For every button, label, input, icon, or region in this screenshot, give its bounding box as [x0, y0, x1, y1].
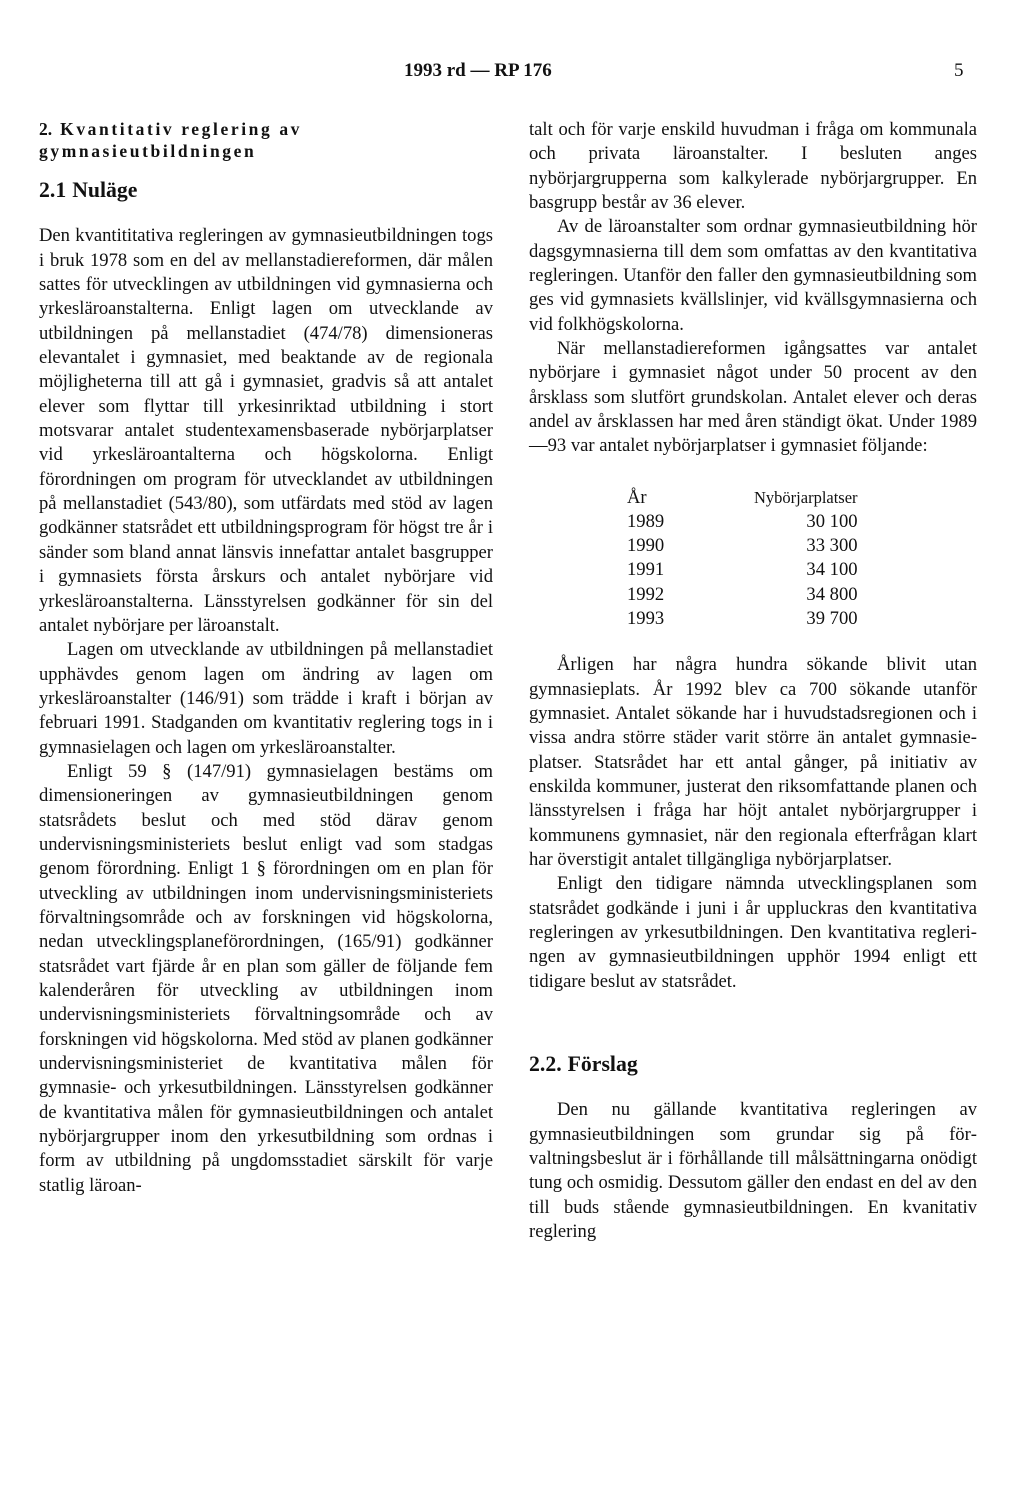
subsection-number: 2.2.: [529, 1052, 562, 1077]
left-column: [39, 118, 493, 1198]
page-number: 5: [954, 60, 964, 81]
body-paragraph: Lagen om utvecklande av utbildningen på mellanstadiet upphävdes genom lagen om ändring av lagen om yrkesläroanstalter (146/91) som trädde i kraft i början av februari 1991. Stadganden om kvantitativ reglering togs in i gymnasielagen och lagen om yrkesläroanstalter.: [39, 639, 493, 758]
body-paragraph: Den kvantititativa regleringen av gymnasieutbildningen togs i bruk 1978 som en del av mellanstadiereformen, där målen sattes för utvecklingen av utbildningen vid gymnasierna och yrkesläroanstalterna. Enligt lagen om utvecklande av utbildningen på mellanstadiet (474/78) dimensioneras elevantalet i gymnasiet, med beaktande av de regionala möjligheterna till att gå i gymnasiet, gradvis så att antalet elever som flyttar till yrkesinriktad utbildning i stort motsvarar antalet studentexamensbaserade nybörjarplatser vid yrkesläroantalterna och högskolorna. Enligt förordningen om program för utvecklandet av utbildningen på mellanstadiet (543/80), som utfärdats med stöd av lagen godkänner statsrådet ett utbildningsprogram för högst tre år i sänder som bland annat länsvis innefattar antalet basgrupper i gymnasiets första årskurs och antalet nybörjare vid yrkesläroanstalterna. Länsstyrelsen godkänner för sin del antalet nybörjare per läroanstalt.: [39, 225, 493, 636]
subsection-heading-nulage: [39, 178, 493, 202]
table-row: [627, 534, 858, 558]
table-cell-places: 33 300: [806, 535, 858, 557]
body-paragraph: När mellanstadiereformen igångsattes var antalet nybörjare i gymnasiet något under 50 procent av den årsklass som slutfört grundskolan. Antalet elever och deras andel av årsklassen har med åren ständigt ökat. Under 1989—93 var antalet nybörjarplatser i gymnasiet följande:: [529, 338, 977, 457]
body-paragraph: Den nu gällande kvantitativa regleringen av gymnasieutbildningen som grundar sig på förvaltningsbeslut är i förhållande till målsättningarna onödigt tung och osmidig. Dessutom gäller den endast en del av den till buds stående gymnasieutbildningen. En kvanitativ reglering: [529, 1099, 977, 1243]
column-header-year: År: [627, 486, 647, 508]
column-header-places: Nybörjarplatser: [754, 487, 858, 507]
table-cell-places: 34 100: [806, 559, 858, 581]
table-row: [627, 510, 858, 534]
subsection-number: 2.1: [39, 178, 67, 202]
table-cell-year: 1992: [627, 583, 665, 605]
table-header-row: [627, 486, 858, 510]
body-paragraph: Årligen har några hundra sökande blivit utan gymnasieplats. År 1992 blev ca 700 sökande utanför gymnasiet. Antalet sökande har i huvudstadsregionen och i vissa andra större städer varit större än antalet gymnasieplatser. Statsrådet har ett antal gånger, på initiativ av enskilda kommuner, justerat den riksomfattande planen och länsstyrelsen i fråga har höjt antalet nybörjargrupper i kommunens gymnasiet, när den regionala efterfrågan klart har överstigit antalet tillgängliga nybörjarplatser.: [529, 654, 977, 871]
table-cell-year: 1991: [627, 559, 665, 581]
section-heading: [39, 118, 493, 162]
body-paragraph: talt och för varje enskild huvudman i fråga om kommunala och privata läroanstalter. I besluten anges nybörjargrupperna som kalkylerade nybörjargrupper. En basgrupp består av 36 elever.: [529, 119, 977, 214]
table-row: [627, 583, 858, 607]
section-number: 2.: [39, 119, 53, 139]
body-paragraph: Enligt 59 § (147/91) gymnasielagen bestäms om dimensioneringen av gymnasieutbildningen genom statsrådets beslut och med stöd därav genom undervisningsministeriets beslut enligt vad som stadgas genom förordning. Enligt 1 § förordningen om en plan för utveckling av utbildningen inom undervisningsministeriets förvaltningsområde och av forskningen vid högskolorna, nedan utvecklingsplaneförordningen, (165/91) godkänner statsrådet vart fjärde år en plan som gäller de följande fem kalenderåren för utveckling av utbildningen inom undervisningsministeriets förvaltningsområde och av forskningen vid högskolorna. Med stöd av planen godkänner undervisningsministeriet de kvantitativa målen för gymnasie- och yrkesutbildningen. Länsstyrelsen godkänner de kvantitativa målen för gymnasieutbildningen och antalet nybörjargrupper inom den yrkesutbildning som ordnas i form av utbildning på ungdomsstadiet särskilt för varje statlig läroan-: [39, 760, 493, 1196]
running-head: 1993 rd — RP 176: [404, 60, 552, 81]
table-cell-year: 1993: [627, 608, 665, 629]
table-cell-year: 1990: [627, 535, 665, 557]
table-row: [627, 607, 858, 631]
page-header: [0, 60, 1024, 90]
table-cell-places: 34 800: [806, 583, 858, 605]
table-cell-year: 1989: [627, 510, 665, 532]
table-wrapper: [529, 486, 977, 631]
section-title: Kvantitativ reglering av gymnasieutbildningen: [39, 119, 303, 161]
body-paragraph: Enligt den tidigare nämnda utvecklingsplanen som statsrådet godkände i juni i år uppluckras den kvantitativa regleringen av yrkesutbildningen. Den kvantitativa regleringen av gymnasieutbildningen upphör 1994 enligt ett tidigare beslut av statsrådet.: [529, 873, 977, 992]
subsection-title: Nuläge: [72, 178, 138, 202]
subsection-heading-forslag: [529, 1052, 977, 1076]
right-column: [529, 118, 977, 1245]
table-cell-places: 39 700: [806, 608, 858, 629]
body-paragraph: Av de läroanstalter som ordnar gymnasieutbildning hör dagsgymnasierna till dem som omfattas av den kvantitativa regleringen. Utanför den faller den gymnasieutbildning som ges vid gymnasiets kvällslinjer, vid kvällsgymnasierna och vid folkhögskolorna.: [529, 216, 977, 335]
subsection-title: Förslag: [567, 1052, 638, 1077]
table-cell-places: 30 100: [806, 510, 858, 532]
table-row: [627, 558, 858, 582]
freshman-places-table: [627, 486, 858, 631]
